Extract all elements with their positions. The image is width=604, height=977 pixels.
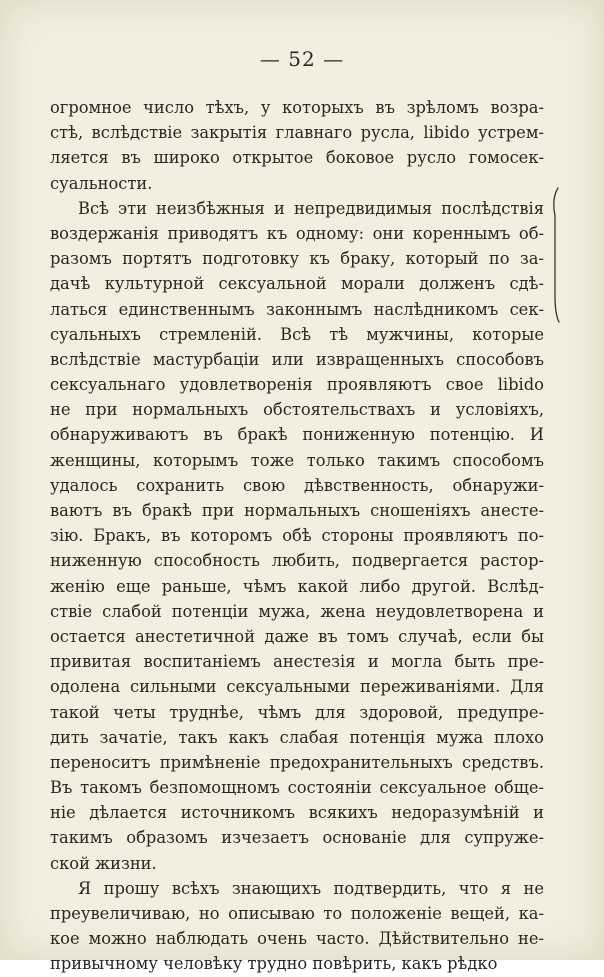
text-line: зію. Бракъ, въ которомъ обѣ стороны проявляютъ по-	[50, 526, 544, 546]
text-line: кое можно наблюдать очень часто. Дѣйствительно не-	[50, 929, 544, 949]
text-line: обнаруживаютъ въ бракѣ пониженную потенцію. И	[50, 425, 544, 445]
text-line: остается анестетичной даже въ томъ случаѣ, если бы	[50, 626, 544, 646]
text-line: воздержанія приводятъ къ одному: они кореннымъ об-	[50, 223, 544, 243]
text-line: ствіе слабой потенціи мужа, жена неудовлетворена и	[50, 601, 544, 621]
text-line: не при нормальныхъ обстоятельствахъ и условіяхъ,	[50, 400, 544, 420]
text-line: огромное число тѣхъ, у которыхъ въ зрѣломъ возра-	[50, 98, 544, 117]
text-line: Я прошу всѣхъ знающихъ подтвердить, что я не	[78, 878, 544, 898]
margin-bracket-mark	[550, 186, 562, 324]
text-line: стѣ, вслѣдствіе закрытія главнаго русла, libido устрем-	[50, 123, 544, 143]
text-line: такимъ образомъ изчезаетъ основаніе для супруже-	[50, 828, 544, 848]
text-line: латься единственнымъ законнымъ наслѣдникомъ сек-	[50, 299, 544, 319]
text-line: Всѣ эти неизбѣжныя и непредвидимыя послѣдствія	[78, 198, 544, 218]
text-line: привитая воспитаніемъ анестезія и могла быть пре-	[50, 652, 544, 672]
text-line: переноситъ примѣненіе предохранительныхъ средствъ.	[50, 752, 544, 772]
text-line: вслѣдствіе мастурбаціи или извращенныхъ способовъ	[50, 349, 544, 369]
text-line: преувеличиваю, но описываю то положеніе вещей, ка-	[50, 904, 544, 923]
page-number: — 52 —	[259, 47, 345, 71]
text-line: одолена сильными сексуальными переживаніями. Для	[50, 677, 544, 697]
text-line: дить зачатіе, такъ какъ слабая потенція мужа плохо	[50, 727, 544, 747]
text-line: ніе дѣлается источникомъ всякихъ недоразумѣній и	[50, 803, 544, 823]
text-line: ваютъ въ бракѣ при нормальныхъ сношеніяхъ анесте-	[50, 501, 544, 520]
text-line: дачѣ культурной сексуальной морали долженъ сдѣ-	[50, 274, 544, 294]
text-line: суальныхъ стремленій. Всѣ тѣ мужчины, которые	[50, 324, 544, 344]
text-line: сексуальнаго удовлетворенія проявляютъ свое libido	[50, 375, 544, 395]
text-line: ляется въ широко открытое боковое русло гомосек-	[50, 148, 544, 168]
text-line: привычному человѣку трудно повѣрить, какъ рѣдко	[50, 954, 498, 974]
text-line: суальности.	[50, 173, 153, 193]
text-line: разомъ портятъ подготовку къ браку, который по за-	[50, 249, 544, 269]
text-line: Въ такомъ безпомощномъ состояніи сексуальное обще-	[50, 778, 544, 798]
text-line: женію еще раньше, чѣмъ какой либо другой. Вслѣд-	[50, 576, 544, 596]
text-line: ской жизни.	[50, 853, 157, 873]
text-line: такой четы труднѣе, чѣмъ для здоровой, предупре-	[50, 702, 544, 722]
body-text	[50, 95, 544, 977]
text-line: женщины, которымъ тоже только такимъ способомъ	[50, 450, 544, 470]
text-line: ниженную способность любить, подвергается растор-	[50, 551, 544, 571]
text-line: удалось сохранить свою дѣвственность, обнаружи-	[50, 475, 544, 495]
